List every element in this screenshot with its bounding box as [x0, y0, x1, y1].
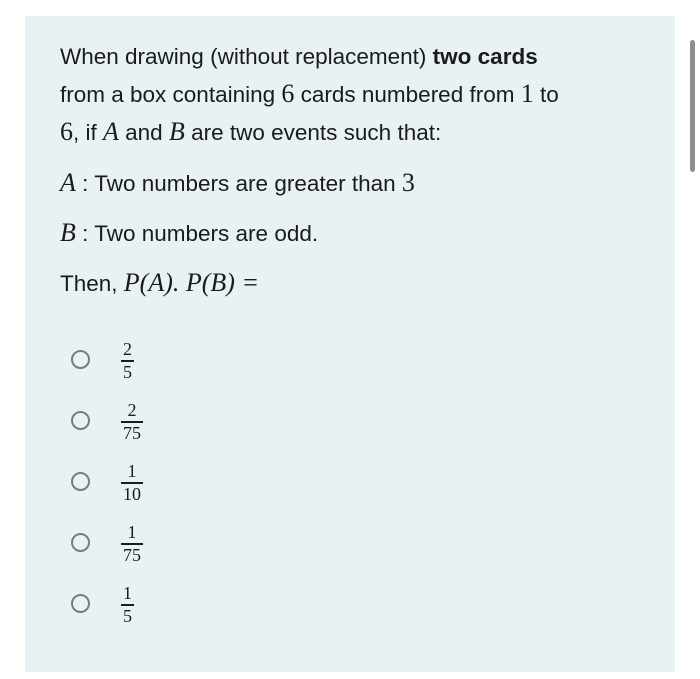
numerator: 1 — [127, 522, 137, 542]
math-number: 3 — [401, 168, 415, 197]
radio-button[interactable] — [71, 411, 90, 430]
radio-button[interactable] — [71, 594, 90, 613]
numerator: 1 — [127, 461, 137, 481]
math-variable: B — [168, 117, 185, 146]
option-1-10[interactable] — [71, 462, 271, 506]
event-a-text: : Two numbers are greater than — [75, 171, 402, 196]
radio-button[interactable] — [71, 350, 90, 369]
denominator: 10 — [123, 483, 141, 504]
radio-button[interactable] — [71, 472, 90, 491]
intro-text: , if — [73, 120, 104, 145]
scrollbar[interactable] — [690, 40, 695, 172]
event-b-definition — [60, 214, 640, 252]
intro-text: When drawing (without replacement) — [60, 44, 433, 69]
fraction — [121, 584, 134, 626]
numerator: 2 — [127, 400, 137, 420]
question-prompt — [60, 264, 640, 302]
intro-text: and — [118, 120, 169, 145]
intro-bold-text: two cards — [432, 44, 538, 69]
option-2-5[interactable] — [71, 340, 271, 384]
denominator: 5 — [123, 605, 132, 626]
intro-text: are two events such that: — [184, 120, 442, 145]
probability-expression: P(A). P(B) = — [123, 268, 260, 297]
math-number: 6 — [281, 79, 295, 108]
math-variable: A — [60, 168, 76, 197]
math-number: 6 — [60, 117, 73, 146]
math-number: 1 — [520, 79, 534, 108]
denominator: 75 — [123, 544, 141, 565]
denominator: 75 — [123, 422, 141, 443]
fraction — [121, 340, 134, 382]
fraction — [121, 401, 143, 443]
fraction — [121, 523, 143, 565]
option-1-75[interactable] — [71, 523, 271, 567]
question-intro — [60, 38, 640, 151]
denominator: 5 — [123, 361, 132, 382]
event-a-definition — [60, 164, 640, 202]
intro-text: from a box containing — [60, 82, 282, 107]
numerator: 2 — [123, 339, 132, 359]
option-1-5[interactable] — [71, 584, 271, 628]
math-variable: A — [103, 117, 119, 146]
intro-text: to — [533, 82, 559, 107]
intro-text: cards numbered from — [294, 82, 521, 107]
fraction — [121, 462, 143, 504]
event-b-text: : Two numbers are odd. — [75, 221, 319, 246]
numerator: 1 — [123, 583, 132, 603]
radio-button[interactable] — [71, 533, 90, 552]
prompt-text: Then, — [60, 271, 124, 296]
question-text — [60, 38, 640, 302]
option-2-75[interactable] — [71, 401, 271, 445]
math-variable: B — [60, 218, 76, 247]
